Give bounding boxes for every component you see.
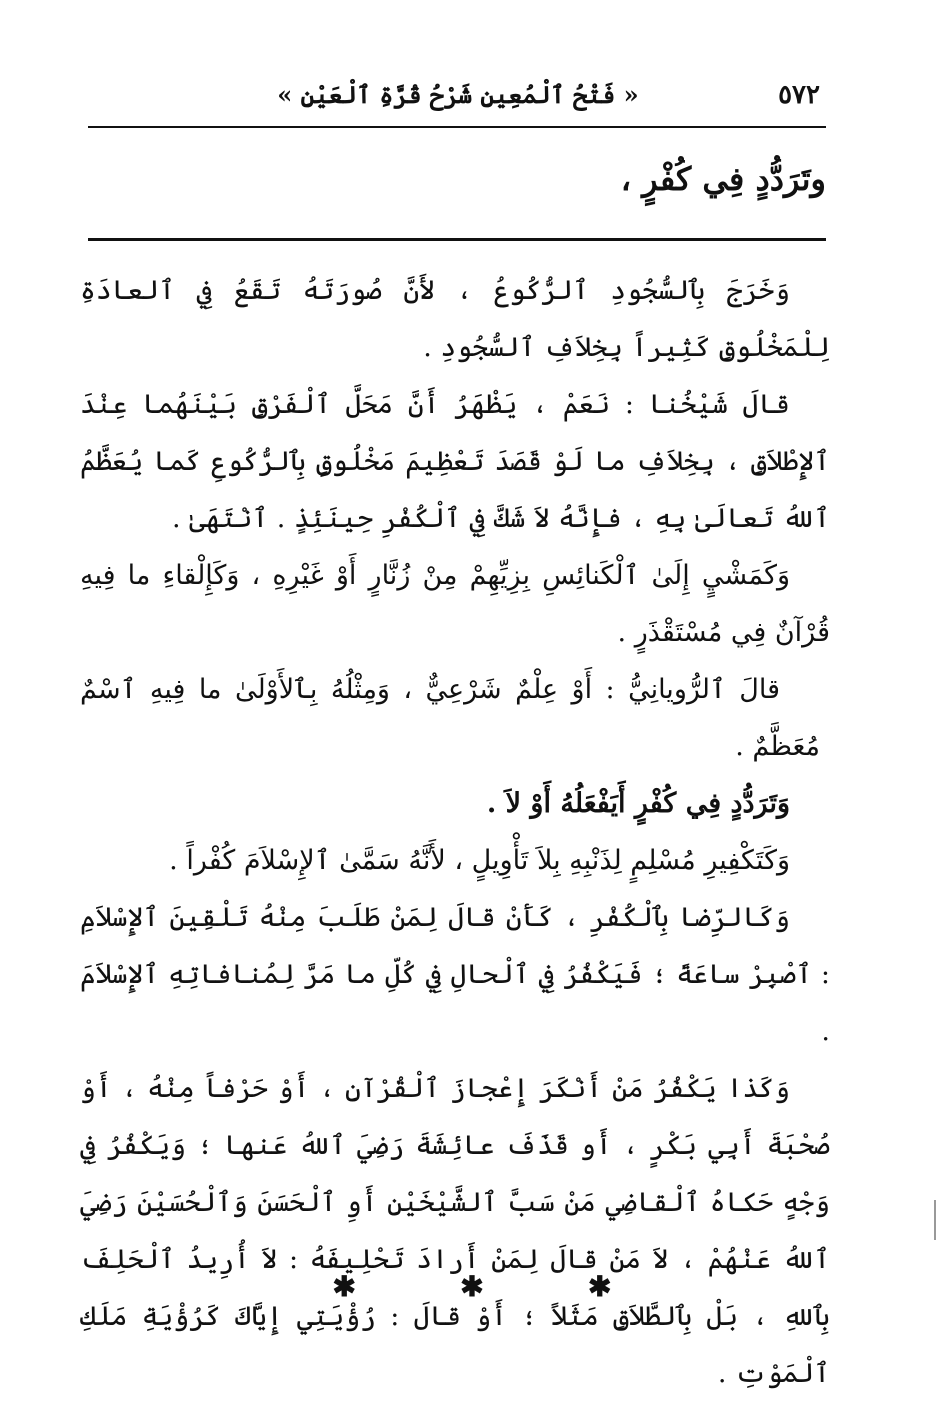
paragraph: وَكَالرِّضا بِٱلْكُفْرِ ، كَأَنْ قالَ لِمَنْ طَلَبَ مِنْهُ تَلْقِينَ ٱلإِسْلاَمِ : ٱصْبِرْ ساعَةً ؛ فَيَكْفُرُ فِي ٱلْحالِ فِي كُلِّ ما مَرَّ لِمُنافاتِهِ ٱلإِسْلاَمَ . <box>80 902 830 1047</box>
section-ornaments <box>0 1270 944 1303</box>
paragraph: قالَ ٱلرُّويانِيُّ : أَوْ عِلْمٌ شَرْعِيٌّ ، وَمِثْلُهُ بِٱلأَوْلَىٰ ما فِيهِ ٱسْمٌ مُعَظَّمٌ . <box>80 674 820 762</box>
paragraph: وَكَتَكْفِيرِ مُسْلِمٍ لِذَنْبِهِ بِلاَ تَأْوِيلٍ ، لأَنَّهُ سَمَّىٰ ٱلإِسْلاَمَ كُفْراً . <box>169 845 790 876</box>
paragraph: وَكَذا يَكْفُرُ مَنْ أَنْكَرَ إِعْجازَ ٱلْقُرْآنِ ، أَوْ حَرْفاً مِنْهُ ، أَوْ صُحْبَةَ أَبِي بَكْرٍ ، أَو قَذَفَ عائِشَةَ رَضِيَ ٱللهُ عَنها ؛ وَيَكْفُرُ فِي وَجْهٍ حَكاهُ ٱلْقاضِي مَنْ سَبَّ ٱلشَّيْخَيْنِ أَوِ ٱلْحَسَنَ وَٱلْحُسَيْنَ رَضِيَ ٱللهُ عَنْهُمْ ، لاَ مَنْ قالَ لِمَنْ أَرادَ تَحْلِيفَهُ : لاَ أُرِيدُ ٱلْحَلِفَ بِٱللهِ ، بَلْ بِٱلطَّلاَقِ مَثَلاً ؛ أَوْ قالَ : رُؤْيَتِي إِيَّاكَ كَرُؤْيَةِ مَلَكِ ٱلْمَوْتِ . <box>80 1073 830 1389</box>
asterisk-ornament-icon: ✱ <box>460 1270 484 1303</box>
paragraph: وَكَمَشْيٍ إِلَىٰ ٱلْكَنائِسِ بِزِيِّهِمْ مِنْ زُنَّارٍ أَوْ غَيْرِهِ ، وَكَإِلْقاءِ ما فِيهِ قُرْآنٌ فِي مُسْتَقْذَرٍ . <box>80 560 830 648</box>
paragraph: قالَ شَيْخُنا : نَعَمْ ، يَظْهَرُ أَنَّ مَحَلَّ ٱلْفَرْقِ بَيْنَهُما عِنْدَ ٱلإِطْلاَقِ ، بِخِلاَفِ ما لَوْ قَصَدَ تَعْظِيمَ مَخْلُوقٍ بِٱلرُّكُوعِ كَما يُعَظَّمُ ٱللهُ تَعالَىٰ بِهِ ، فإِنَّهُ لاَ شَكَّ فِي ٱلْكُفْرِ حِينَئِذٍ . ٱنْتَهَىٰ . <box>80 389 830 534</box>
paragraph: وَخَرَجَ بِٱلسُّجُودِ ٱلرُّكُوعُ ، لأَنَّ صُورَتَهُ تَقَعُ فِي ٱلعادَةِ لِلْمَخْلُوقِ كَثِيراً بِخِلاَفِ ٱلسُّجُودِ . <box>80 275 830 363</box>
commentary-text <box>80 262 830 1402</box>
running-header <box>88 72 828 122</box>
matn-divider <box>88 238 826 241</box>
asterisk-ornament-icon: ✱ <box>332 1270 356 1303</box>
matn-heading: وتَرَدُّدٍ فِي كُفْرٍ ، <box>620 160 826 198</box>
asterisk-ornament-icon: ✱ <box>588 1270 612 1303</box>
header-divider <box>88 126 826 128</box>
matn-repeat-paragraph: وَتَرَدُّدٍ فِي كُفْرٍ أَيَفْعَلُهُ أَوْ لاَ . <box>486 788 790 819</box>
page-number: ٥٧٢ <box>778 80 820 110</box>
book-title: « فَتْحُ ٱلْمُعِينِ شَرْحُ قُرَّةِ ٱلْعَيْنِ » <box>277 80 639 109</box>
scan-edge-mark <box>934 1200 936 1240</box>
